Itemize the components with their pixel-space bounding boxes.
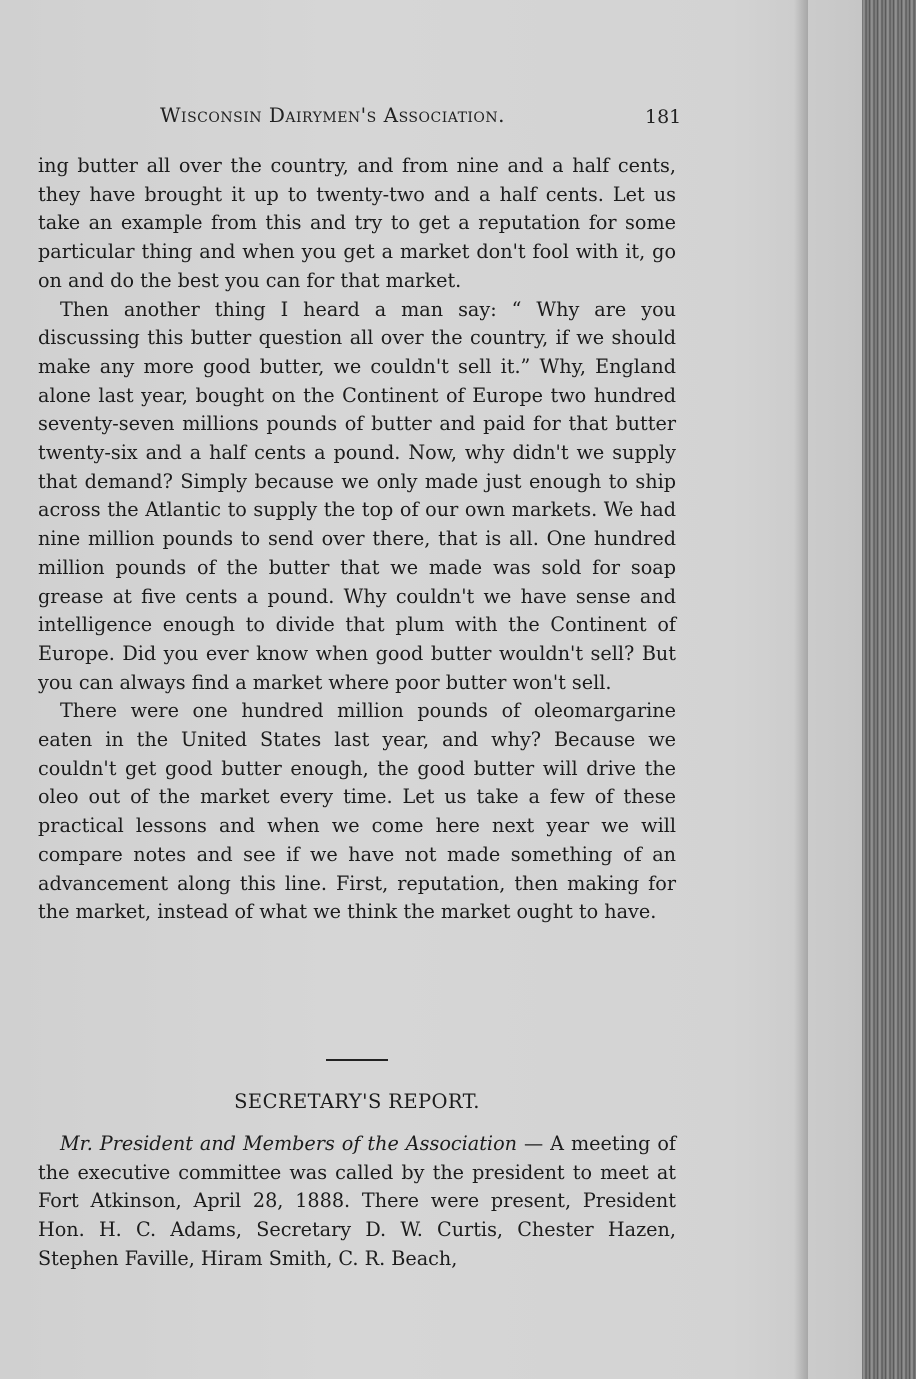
page-gutter-shadow xyxy=(794,0,808,1379)
body-text xyxy=(38,152,676,927)
section-title: SECRETARY'S REPORT. xyxy=(234,1090,480,1113)
paragraph: Then another thing I heard a man say: “ Why are you discussing this butter question all over the country, if we should make any more good butter, we couldn't sell it.” Why, England alone last year, bought on the Continent of Europe two hundred seventy-seven millions pounds of butter and paid for that butter twenty-six and a half cents a pound. Now, why didn't we supply that demand? Simply because we only made just enough to ship across the Atlantic to supply the top of our own markets. We had nine million pounds to send over there, that is all. One hundred million pounds of the butter that we made was sold for soap grease at five cents a pound. Why couldn't we have sense and intelligence enough to divide that plum with the Continent of Europe. Did you ever know when good butter wouldn't sell? But you can always find a market where poor butter won't sell. xyxy=(38,297,676,694)
report-text xyxy=(38,1130,676,1274)
book-page-edges xyxy=(862,0,916,1379)
running-head: Wisconsin Dairymen's Association. xyxy=(160,103,506,127)
report-salutation: Mr. President and Members of the Association xyxy=(60,1132,517,1155)
report-body: — A meeting of the executive committee was called by the president to meet at Fort Atkinson, April 28, 1888. There were present, President Hon. H. C. Adams, Secretary D. W. Curtis, Chester Hazen, Stephen Faville, Hiram Smith, C. R. Beach, xyxy=(38,1132,676,1270)
page-number: 181 xyxy=(645,106,682,128)
report-paragraph xyxy=(38,1130,676,1274)
paragraph: There were one hundred million pounds of oleomargarine eaten in the United States last year, and why? Because we couldn't get good butter enough, the good butter will drive the oleo out of the market every time. Let us take a few of these practical lessons and when we come here next year we will compare notes and see if we have not made something of an advancement along this line. First, reputation, then making for the market, instead of what we think the market ought to have. xyxy=(38,699,676,924)
section-divider xyxy=(326,1059,388,1061)
paragraph-continuation: ing butter all over the country, and from nine and a half cents, they have brought it up to twenty-two and a half cents. Let us take an example from this and try to get a reputation for some particular thing and when you get a market don't fool with it, go on and do the best you can for that market. xyxy=(38,154,676,292)
